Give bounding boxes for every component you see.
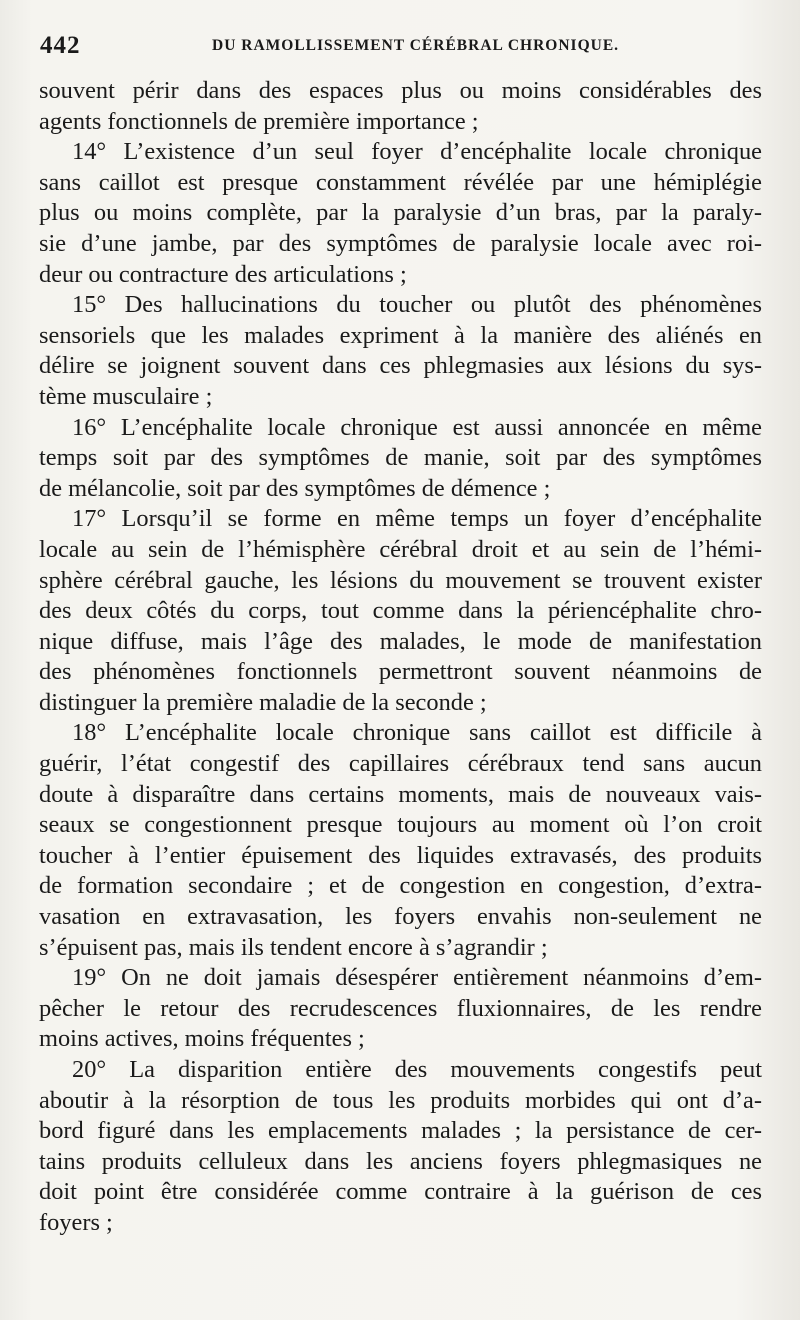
text-line: 17° Lorsqu’il se forme en même temps un foyer d’encéphalite	[72, 505, 762, 533]
text-line: s’épuisent pas, mais ils tendent encore à s’agrandir ;	[39, 933, 548, 961]
text-line: temps soit par des symptômes de manie, soit par des symptômes	[39, 444, 762, 472]
text-line: deur ou contracture des articulations ;	[39, 260, 407, 288]
text-line: des deux côtés du corps, tout comme dans la périencéphalite chro-	[39, 597, 762, 625]
text-line: sans caillot est presque constamment révélée par une hémiplégie	[39, 168, 762, 196]
text-line: souvent périr dans des espaces plus ou moins considérables des	[39, 77, 762, 104]
text-line: sie d’une jambe, par des symptômes de paralysie locale avec roi-	[39, 229, 762, 257]
text-line: foyers ;	[39, 1208, 113, 1236]
text-line: 19° On ne doit jamais désespérer entièrement néanmoins d’em-	[72, 964, 762, 992]
text-line: sensoriels que les malades expriment à la manière des aliénés en	[39, 321, 762, 349]
text-line: de mélancolie, soit par des symptômes de démence ;	[39, 474, 551, 502]
text-line: vasation en extravasation, les foyers envahis non-seulement ne	[39, 903, 762, 931]
text-line: 14° L’existence d’un seul foyer d’encéphalite locale chronique	[72, 138, 762, 166]
text-line: moins actives, moins fréquentes ;	[39, 1025, 365, 1053]
text-line: tème musculaire ;	[39, 382, 213, 410]
text-line: 16° L’encéphalite locale chronique est aussi annoncée en même	[72, 413, 762, 441]
text-line: toucher à l’entier épuisement des liquides extravasés, des produits	[39, 841, 762, 869]
text-line: doit point être considérée comme contraire à la guérison de ces	[39, 1178, 762, 1206]
text-line: 18° L’encéphalite locale chronique sans caillot est difficile à	[72, 719, 762, 747]
text-line: 15° Des hallucinations du toucher ou plutôt des phénomènes	[72, 291, 762, 319]
text-line: des phénomènes fonctionnels permettront souvent néanmoins de	[39, 658, 762, 686]
running-title: DU RAMOLLISSEMENT CÉRÉBRAL CHRONIQUE.	[212, 37, 620, 54]
text-line: de formation secondaire ; et de congestion en congestion, d’extra-	[39, 872, 762, 900]
text-line: 20° La disparition entière des mouvements congestifs peut	[72, 1056, 762, 1083]
text-line: guérir, l’état congestif des capillaires cérébraux tend sans aucun	[39, 750, 762, 778]
running-head	[40, 32, 760, 62]
text-line: tains produits celluleux dans les anciens foyers phlegmasiques ne	[39, 1147, 762, 1175]
page-number: 442	[40, 32, 81, 59]
text-line: seaux se congestionnent presque toujours au moment où l’on croit	[39, 811, 762, 839]
text-line: délire se joignent souvent dans ces phlegmasies aux lésions du sys-	[39, 352, 762, 380]
text-line: plus ou moins complète, par la paralysie d’un bras, par la paraly-	[39, 199, 762, 227]
body-text	[39, 76, 762, 1239]
text-line: locale au sein de l’hémisphère cérébral droit et au sein de l’hémi-	[39, 535, 762, 563]
text-line: bord figuré dans les emplacements malades ; la persistance de cer-	[39, 1117, 762, 1145]
text-line: doute à disparaître dans certains moments, mais de nouveaux vais-	[39, 780, 762, 808]
text-line: distinguer la première maladie de la seconde ;	[39, 688, 487, 716]
text-line: sphère cérébral gauche, les lésions du mouvement se trouvent exister	[39, 566, 762, 594]
text-line: aboutir à la résorption de tous les produits morbides qui ont d’a-	[39, 1086, 762, 1114]
text-line: nique diffuse, mais l’âge des malades, le mode de manifestation	[39, 627, 762, 655]
text-line: agents fonctionnels de première importance ;	[39, 107, 479, 135]
text-line: pêcher le retour des recrudescences fluxionnaires, de les rendre	[39, 994, 762, 1022]
